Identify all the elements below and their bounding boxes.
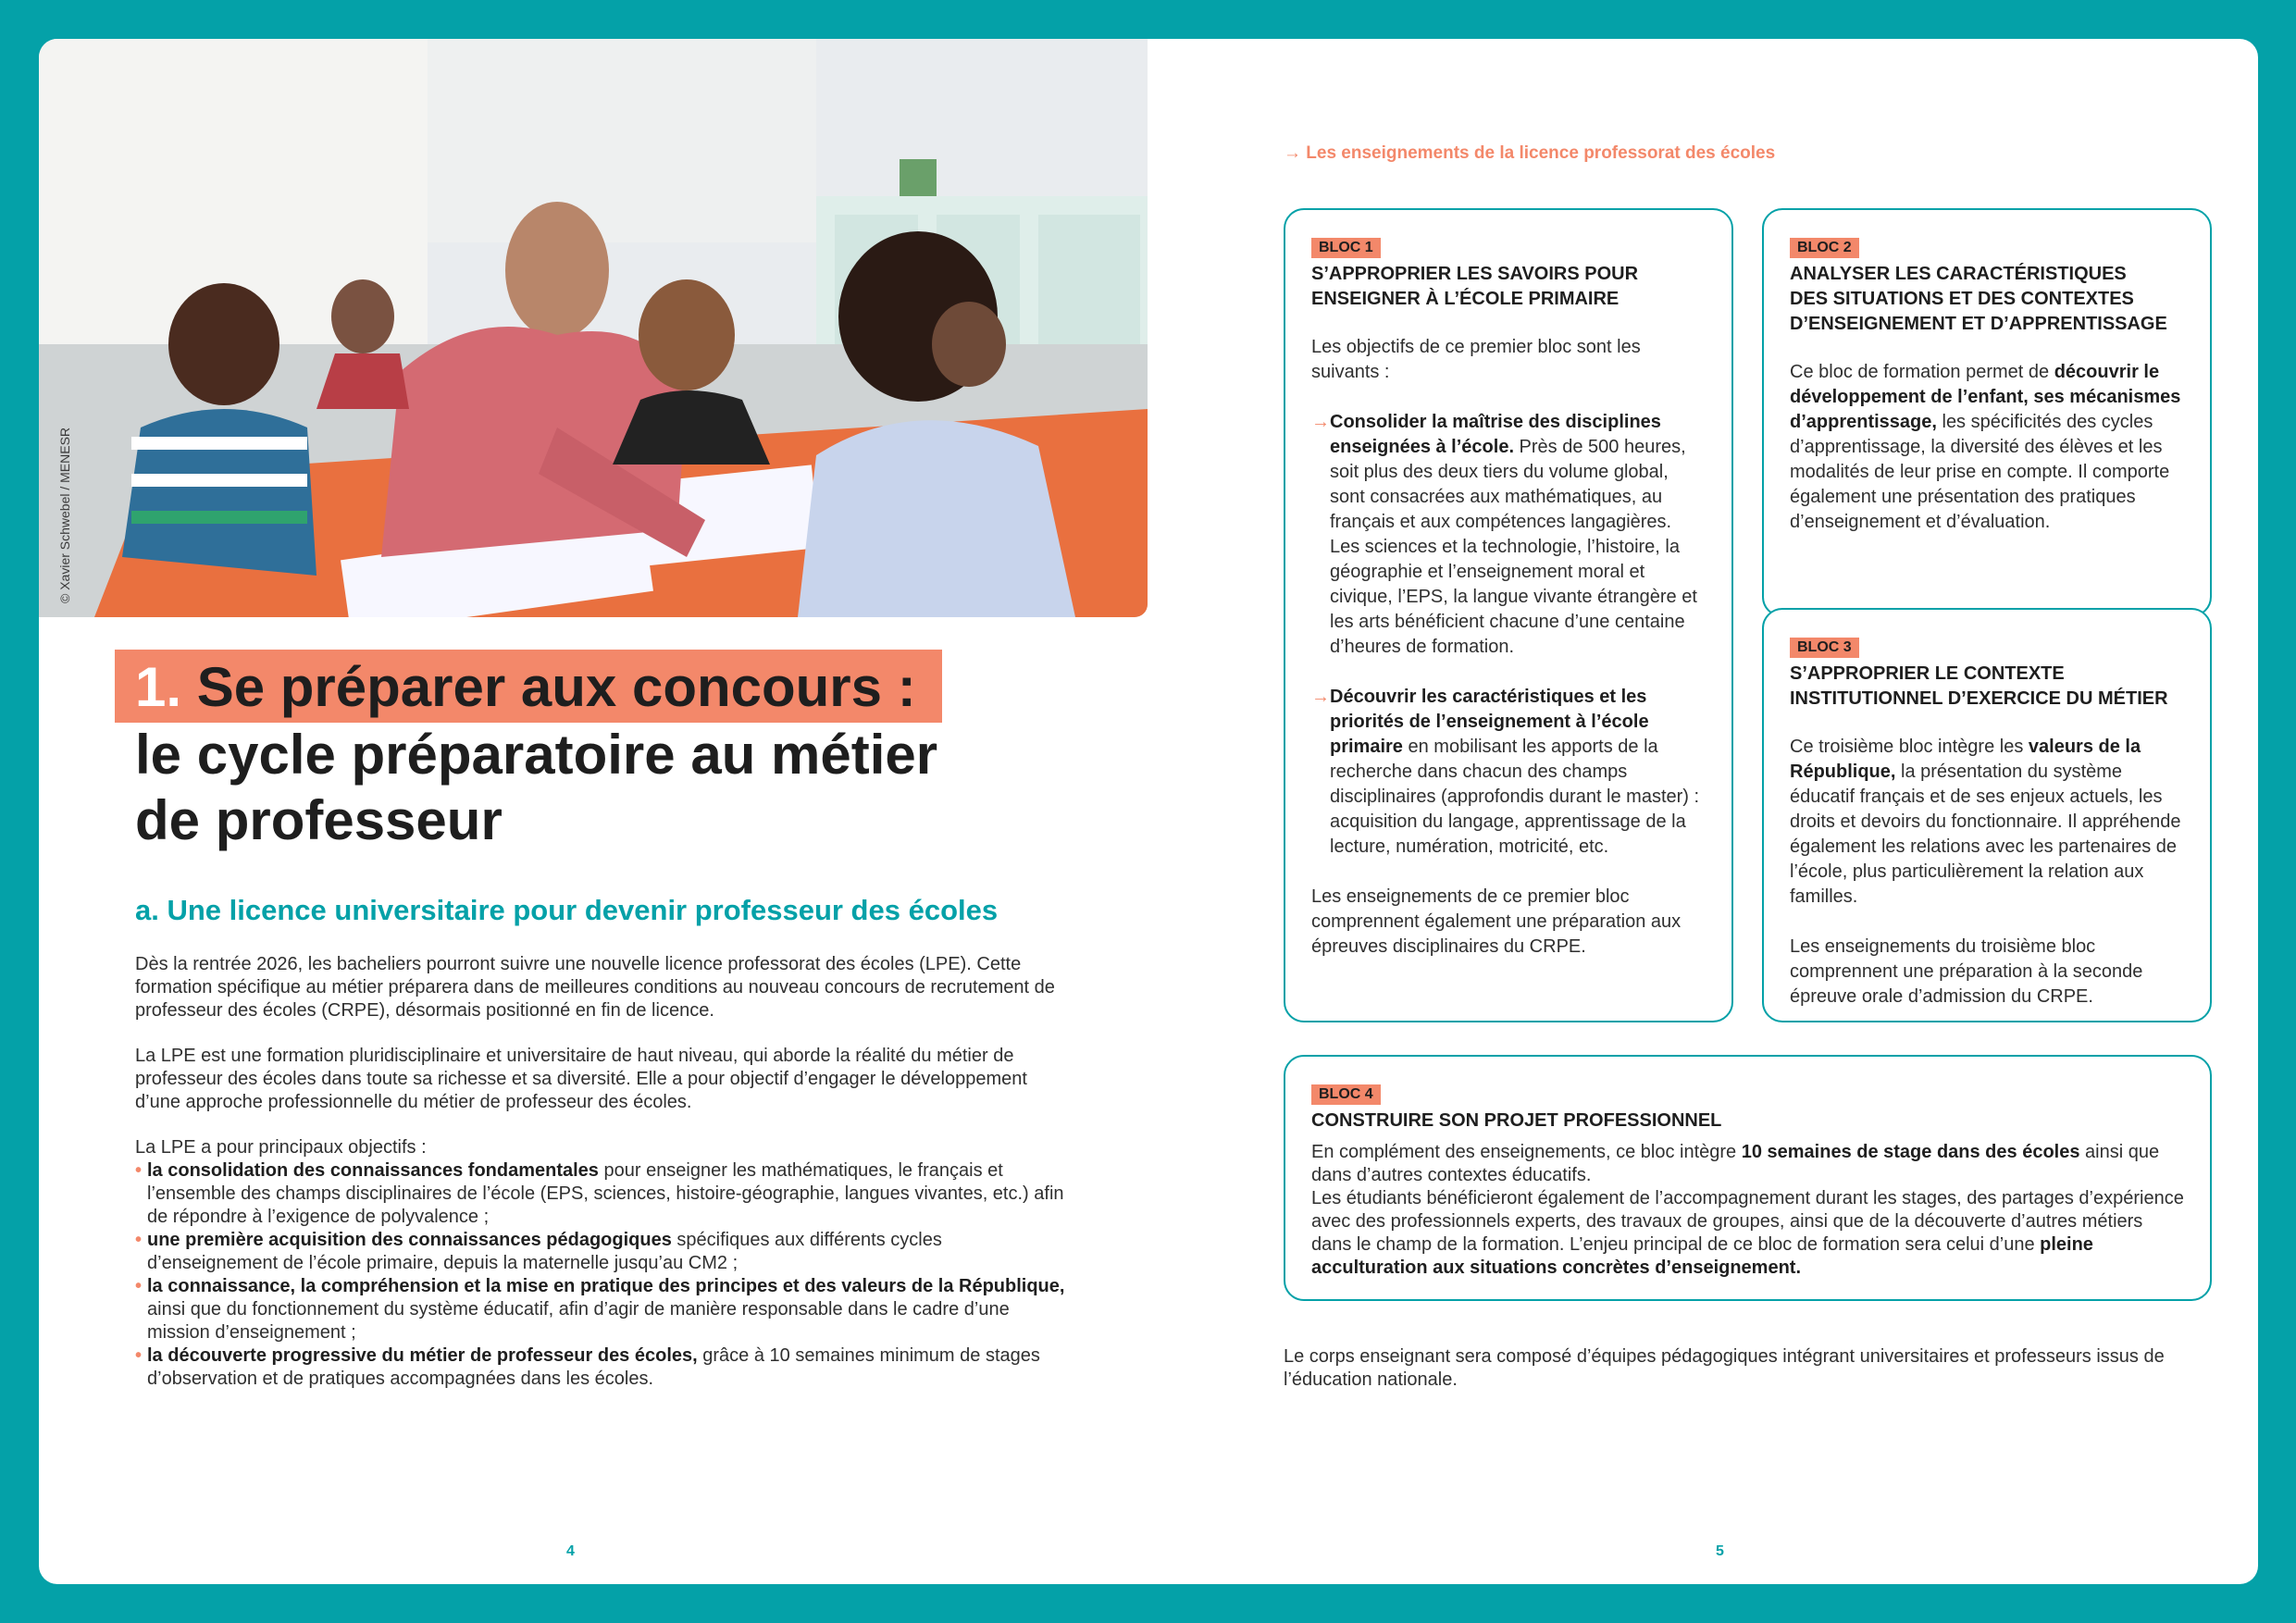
page-title [115, 650, 1086, 854]
photo-credit: © Xavier Schwebel / MENESR [57, 427, 72, 603]
bloc-4-text-a: En complément des enseignements, ce bloc intègre [1311, 1142, 1742, 1162]
bloc-1-intro: Les objectifs de ce premier bloc sont les suivants : [1311, 337, 1641, 382]
bloc-4-text-bold-1: 10 semaines de stage dans des écoles [1741, 1142, 2080, 1162]
left-body-text [135, 953, 1065, 1391]
list-item-bold: la connaissance, la compréhension et la mise en pratique des principes et des valeurs de la République, [147, 1276, 1065, 1296]
list-item-bold: la consolidation des connaissances fondamentales [147, 1160, 599, 1181]
bloc-2-title-3: D’ENSEIGNEMENT ET D’APPRENTISSAGE [1790, 314, 2167, 334]
bloc-2-card [1762, 208, 2212, 617]
document-spread [39, 39, 2258, 1584]
bloc-1-title-1: S’APPROPRIER LES SAVOIRS POUR [1311, 264, 1639, 284]
list-item-text: pour enseigner les mathématiques, le français et l’ensemble des champs disciplinaires de l’école (EPS, sciences, histoire-géographie, langues vivantes, etc.) afin de répondre à l’exigence de polyvalence ; [147, 1160, 1064, 1227]
paragraph-1: Dès la rentrée 2026, les bacheliers pourront suivre une nouvelle licence professorat des écoles (LPE). Cette formation spécifique au métier préparera dans de meilleures conditions au nouveau concours de recrutement de professeur des écoles (CRPE), désormais positionné en fin de licence. [135, 954, 1055, 1021]
list-item [135, 1159, 1065, 1229]
title-line-2: de professeur [135, 788, 503, 851]
bloc-3-outro: Les enseignements du troisième bloc comprennent une préparation à la seconde épreuve orale d’admission du CRPE. [1790, 936, 2143, 1007]
bloc-1-item-2-text: en mobilisant les apports de la recherche dans chacun des champs disciplinaires (approfondis durant le master) : acquisition du langage, apprentissage de la lecture, numération, motricité, etc. [1330, 737, 1700, 857]
bloc-3-text [1790, 735, 2184, 910]
bloc-4-tag: BLOC 4 [1311, 1084, 1381, 1105]
bloc-4-text-c: Les étudiants bénéficieront également de l’accompagnement durant les stages, des partages d’expérience avec des professionnels experts, des travaux de groupes, ainsi que de la découverte d’autres métiers dans le champ de la formation. L’enjeu principal de ce bloc de formation sera celui d’une [1311, 1188, 2184, 1255]
list-item-text: grâce à 10 semaines minimum de stages d’observation et de pratiques accompagnées dans les écoles. [147, 1345, 1040, 1389]
bloc-2-text-b: les spécificités des cycles d’apprentissage, la diversité des élèves et les modalités de leur prise en compte. Il comporte également une présentation des pratiques d’enseignement et d’évaluation. [1790, 412, 2170, 532]
bloc-1-tag: BLOC 1 [1311, 238, 1381, 258]
list-item-text: ainsi que du fonctionnement du système éducatif, afin d’agir de manière responsable dans le cadre d’une mission d’enseignement ; [147, 1299, 1010, 1343]
bloc-3-card [1762, 608, 2212, 1022]
classroom-illustration [39, 39, 1148, 617]
bloc-2-title-1: ANALYSER LES CARACTÉRISTIQUES [1790, 264, 2127, 284]
bloc-1-card [1284, 208, 1733, 1022]
bloc-1-item-2-bold: Découvrir les caractéristiques et les priorités de l’enseignement à l’école primaire [1330, 687, 1649, 757]
arrow-icon: → [1311, 687, 1330, 707]
page-number-left: 4 [566, 1543, 575, 1559]
paragraph-2: La LPE est une formation pluridisciplinaire et universitaire de haut niveau, qui aborde la réalité du métier de professeur des écoles dans toute sa richesse et sa diversité. Elle a pour objectif d’engager le développement d’une approche professionnelle du métier de professeur des écoles. [135, 1046, 1027, 1112]
bloc-1-item-1-text: Près de 500 heures, soit plus des deux tiers du volume global, sont consacrées aux mathématiques, au français et aux compétences langagières. Les sciences et la technologie, l’histoire, la géographie et l’enseignement moral et civique, l’EPS, la langue vivante étrangère et les arts bénéficient chacune d’une centaine d’heures de formation. [1330, 437, 1697, 657]
bloc-3-text-b: la présentation du système éducatif français et de ses enjeux actuels, les droits et devoirs du fonctionnaire. Il appréhende également les relations avec les partenaires de l’école, plus particulièrement la relation aux familles. [1790, 762, 2181, 907]
bloc-2-text-a: Ce bloc de formation permet de [1790, 362, 2054, 382]
list-item-text: spécifiques aux différents cycles d’enseignement de l’école primaire, depuis la maternelle jusqu’au CM2 ; [147, 1230, 942, 1273]
list-item-bold: la découverte progressive du métier de professeur des écoles, [147, 1345, 698, 1366]
bloc-3-text-bold: valeurs de la République, [1790, 737, 2141, 782]
bloc-2-text [1790, 360, 2184, 535]
objectives-intro: La LPE a pour principaux objectifs : [135, 1137, 427, 1158]
bloc-3-title-1: S’APPROPRIER LE CONTEXTE [1790, 663, 2065, 684]
list-item [135, 1344, 1065, 1391]
bloc-1-outro: Les enseignements de ce premier bloc comprennent également une préparation aux épreuves disciplinaires du CRPE. [1311, 886, 1682, 957]
bloc-3-text-a: Ce troisième bloc intègre les [1790, 737, 2029, 757]
bloc-4-title: CONSTRUIRE SON PROJET PROFESSIONNEL [1311, 1110, 1722, 1131]
bloc-1-item-1 [1311, 410, 1706, 660]
bloc-4-card [1284, 1055, 2212, 1301]
title-number: 1. [135, 656, 182, 718]
page-number-right: 5 [1716, 1543, 1724, 1559]
bloc-2-title-2: DES SITUATIONS ET DES CONTEXTES [1790, 289, 2134, 309]
title-highlight [115, 650, 942, 723]
list-item [135, 1275, 1065, 1344]
list-item [135, 1229, 1065, 1275]
bloc-2-text-bold: découvrir le développement de l’enfant, ses mécanismes d’apprentissage, [1790, 362, 2181, 432]
bloc-4-text [1311, 1141, 2184, 1280]
bloc-4-text-b: ainsi que dans d’autres contextes éducatifs. [1311, 1142, 2160, 1185]
closing-note: Le corps enseignant sera composé d’équipes pédagogiques intégrant universitaires et professeurs issus de l’éducation nationale. [1284, 1346, 2165, 1390]
bloc-4-text-bold-2: pleine acculturation aux situations concrètes d’enseignement. [1311, 1234, 2093, 1278]
classroom-photo [39, 39, 1148, 617]
bloc-2-tag: BLOC 2 [1790, 238, 1859, 258]
objectives-list [135, 1159, 1065, 1391]
title-highlight-text: Se préparer aux concours : [196, 656, 916, 718]
bloc-1-item-2 [1311, 685, 1706, 860]
bloc-3-title-2: INSTITUTIONNEL D’EXERCICE DU MÉTIER [1790, 688, 2168, 709]
bloc-3-tag: BLOC 3 [1790, 638, 1859, 658]
section-subtitle: a. Une licence universitaire pour devenir professeur des écoles [135, 894, 999, 926]
list-item-bold: une première acquisition des connaissances pédagogiques [147, 1230, 672, 1250]
bloc-1-title-2: ENSEIGNER À L’ÉCOLE PRIMAIRE [1311, 289, 1620, 309]
bloc-1-item-1-bold: Consolider la maîtrise des disciplines enseignées à l’école. [1330, 412, 1661, 457]
right-page-header: → Les enseignements de la licence professorat des écoles [1284, 143, 1776, 163]
title-line-1: le cycle préparatoire au métier [135, 724, 938, 787]
arrow-icon: → [1311, 412, 1330, 432]
